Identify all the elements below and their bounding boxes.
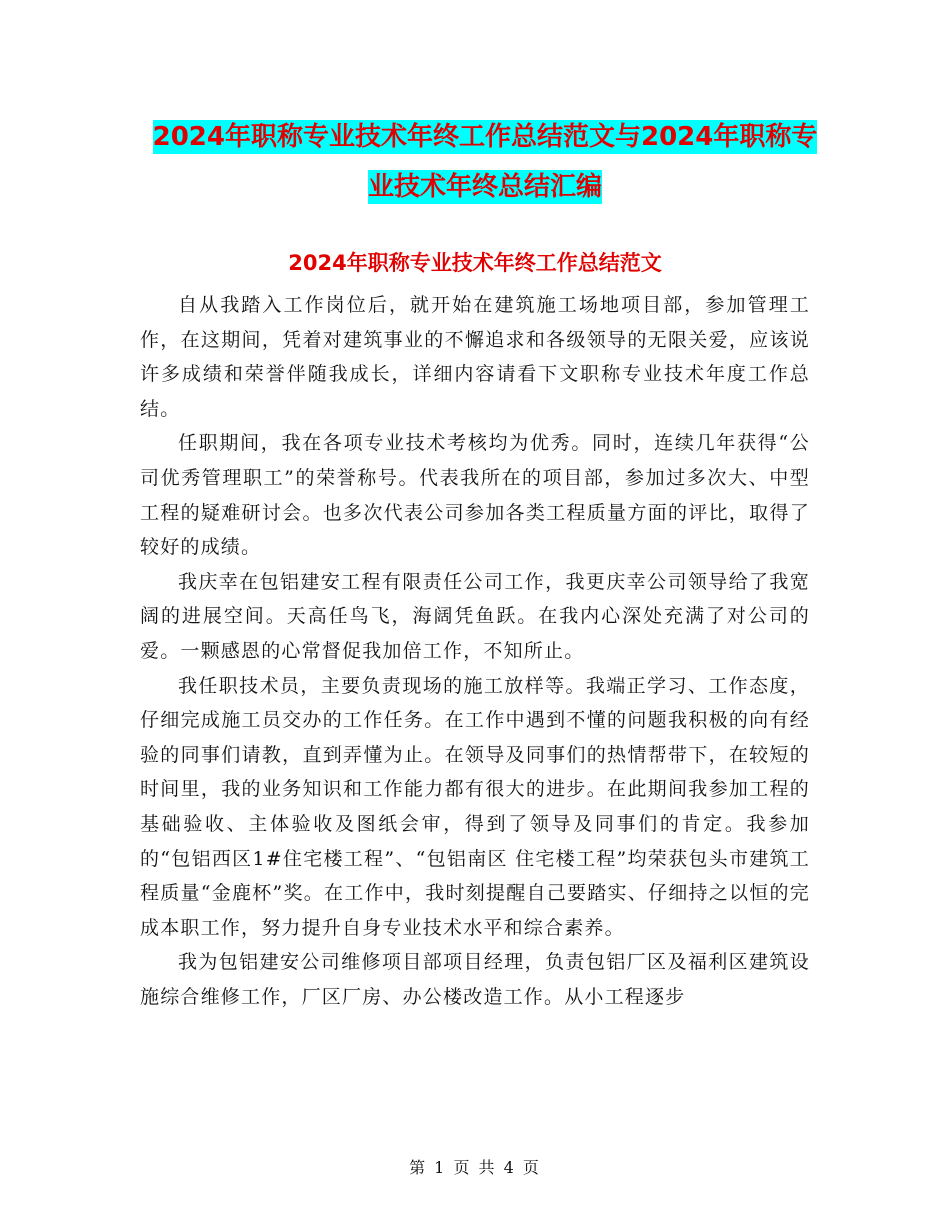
paragraph-3: 我庆幸在包铝建安工程有限责任公司工作，我更庆幸公司领导给了我宽阔的进展空间。天高任鸟飞，海阔凭鱼跃。在我内心深处充满了对公司的爱。一颗感恩的心常督促我加倍工作，不知所止。 [140, 570, 810, 662]
paragraph-4: 我任职技术员，主要负责现场的施工放样等。我端正学习、工作态度，仔细完成施工员交办的工作任务。在工作中遇到不懂的问题我积极的向有经验的同事们请教，直到弄懂为止。在领导及同事们的热情帮带下，在较短的时间里，我的业务知识和工作能力都有很大的进步。在此期间我参加工程的基础验收、主体验收及图纸会审，得到了领导及同事们的肯定。我参加的“包铝西区1#住宅楼工程”、“包铝南区 住宅楼工程”均荣获包头市建筑工程质量“金鹿杯”奖。在工作中，我时刻提醒自己要踏实、仔细持之以恒的完成本职工作，努力提升自身专业技术水平和综合素养。 [140, 674, 810, 939]
section-title: 2024年职称专业技术年终工作总结范文 [288, 251, 662, 275]
document-body [140, 288, 810, 1014]
paragraph-5: 我为包铝建安公司维修项目部项目经理，负责包铝厂区及福利区建筑设施综合维修工作，厂区厂房、办公楼改造工作。从小工程逐步 [140, 951, 810, 1008]
document-title-text: 2024年职称专业技术年终工作总结范文与2024年职称专业技术年终总结汇编 [152, 122, 818, 202]
paragraph-1: 自从我踏入工作岗位后，就开始在建筑施工场地项目部，参加管理工作，在这期间，凭着对建筑事业的不懈追求和各级领导的无限关爱，应该说许多成绩和荣誉伴随我成长，详细内容请看下文职称专业技术年度工作总结。 [140, 294, 810, 420]
page-footer: 第 1 页 共 4 页 [409, 1158, 541, 1177]
document-title [140, 112, 830, 212]
paragraph-2: 任职期间，我在各项专业技术考核均为优秀。同时，连续几年获得“公司优秀管理职工”的荣誉称号。代表我所在的项目部，参加过多次大、中型工程的疑难研讨会。也多次代表公司参加各类工程质量方面的评比，取得了较好的成绩。 [140, 432, 810, 559]
